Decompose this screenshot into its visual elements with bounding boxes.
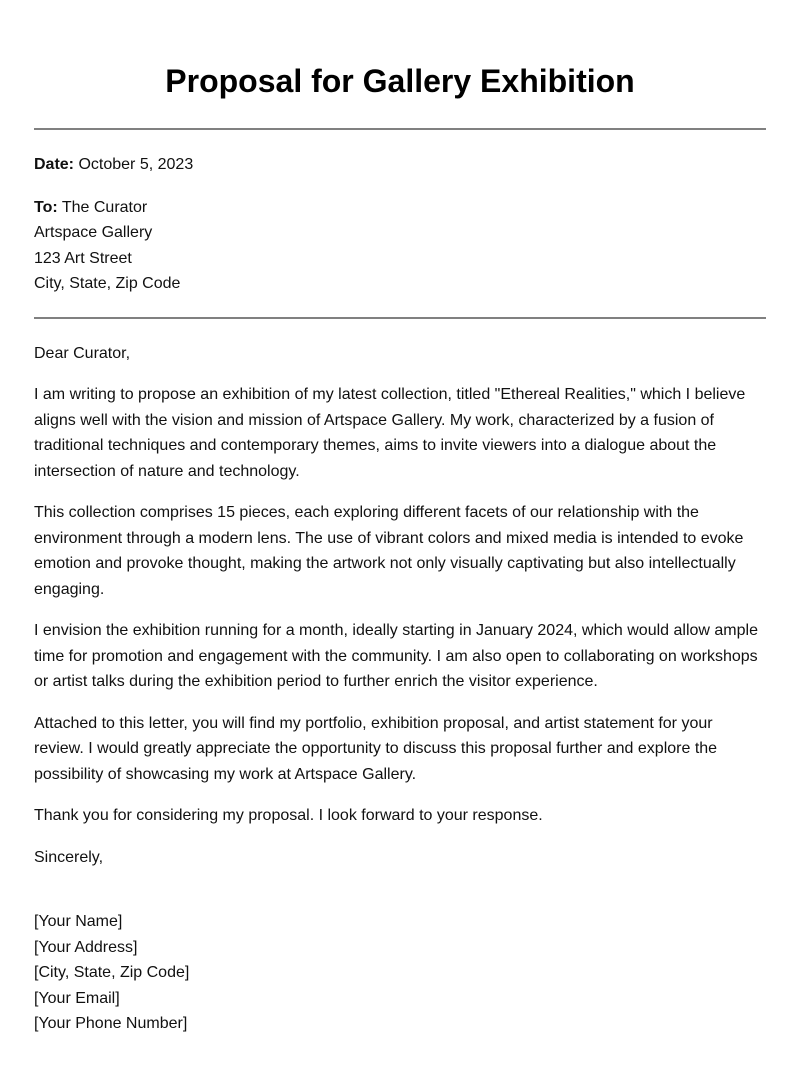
paragraph-line: traditional techniques and contemporary themes, aims to invite viewers into a dialogue about the xyxy=(34,437,717,454)
paragraph-line: intersection of nature and technology. xyxy=(34,462,300,480)
paragraph-line: or artist talks during the exhibition period to further enrich the visitor experience. xyxy=(34,673,598,690)
paragraph-collection xyxy=(34,500,766,602)
greeting: Dear Curator, xyxy=(34,344,131,362)
paragraph-thanks xyxy=(34,803,766,829)
paragraph-line: I envision the exhibition running for a month, ideally starting in January 2024, which would allow ample xyxy=(34,622,758,639)
closing: Sincerely, xyxy=(34,848,104,866)
date-value: October 5, 2023 xyxy=(78,156,194,173)
paragraph-line: This collection comprises 15 pieces, each exploring different facets of our relationship with the xyxy=(34,504,699,521)
paragraph-line: possibility of showcasing my work at Artspace Gallery. xyxy=(34,765,417,783)
recipient-label: To: xyxy=(34,198,58,216)
signature-phone: [Your Phone Number] xyxy=(34,1015,188,1032)
signature-city-line: [City, State, Zip Code] xyxy=(34,964,190,981)
recipient-street: 123 Art Street xyxy=(34,249,132,267)
paragraph-schedule xyxy=(34,618,766,695)
signature-address: [Your Address] xyxy=(34,938,138,956)
paragraph-line: aligns well with the vision and mission of Artspace Gallery. My work, characterized by a fusion of xyxy=(34,411,714,429)
recipient-organization: Artspace Gallery xyxy=(34,224,153,241)
recipient-block xyxy=(34,195,766,297)
document-title: Proposal for Gallery Exhibition xyxy=(165,63,635,99)
paragraph-line: I am writing to propose an exhibition of my latest collection, titled "Ethereal Realities," which I believe xyxy=(34,386,746,403)
paragraph-line: Attached to this letter, you will find my portfolio, exhibition proposal, and artist statement for your xyxy=(34,714,713,732)
date-label: Date: xyxy=(34,156,75,173)
recipient-name-line xyxy=(34,195,766,221)
paragraph-line: environment through a modern lens. The use of vibrant colors and mixed media is intended to evoke xyxy=(34,529,744,547)
recipient-city-line: City, State, Zip Code xyxy=(34,275,181,292)
signature-email: [Your Email] xyxy=(34,989,120,1007)
paragraph-attachments xyxy=(34,711,766,788)
header-divider xyxy=(34,128,766,130)
paragraph-intro xyxy=(34,382,766,484)
paragraph-line: emotion and provoke thought, making the artwork not only visually captivating but also intellectually xyxy=(34,555,736,572)
paragraph-line: engaging. xyxy=(34,580,105,598)
paragraph-line: Thank you for considering my proposal. I look forward to your response. xyxy=(34,807,543,824)
paragraph-line: review. I would greatly appreciate the opportunity to discuss this proposal further and explore the xyxy=(34,740,718,757)
date-line xyxy=(34,152,766,178)
signature-name: [Your Name] xyxy=(34,913,123,930)
signature-block xyxy=(34,909,766,1037)
paragraph-line: time for promotion and engagement with the community. I am also open to collaborating on workshops xyxy=(34,647,758,665)
body-divider xyxy=(34,317,766,319)
recipient-name: The Curator xyxy=(61,198,148,216)
